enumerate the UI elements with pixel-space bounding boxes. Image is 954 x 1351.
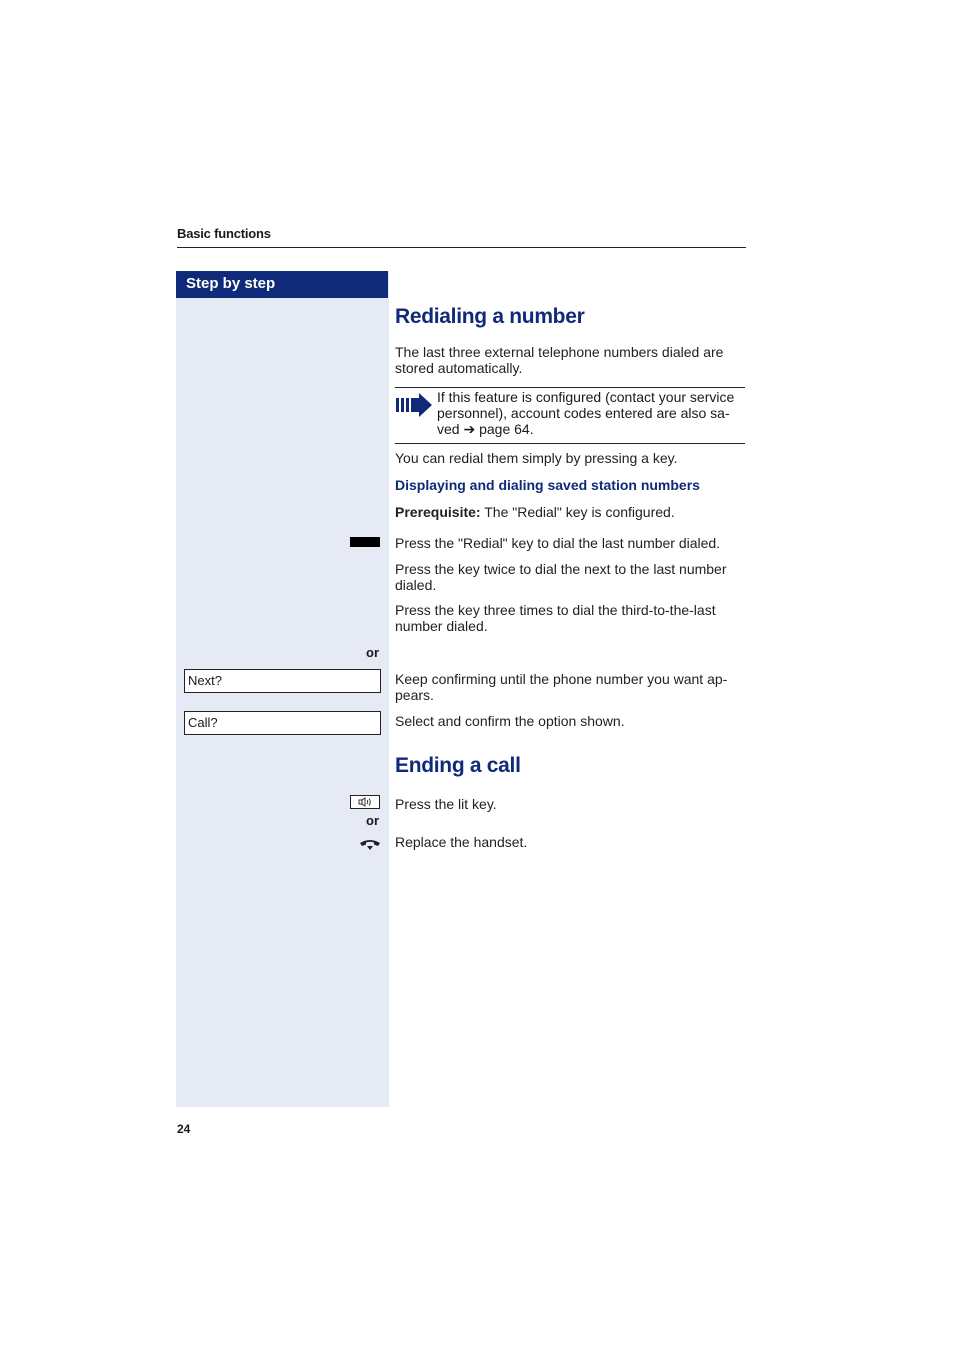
step-press-three: Press the key three times to dial the third-to-the-last number dialed. (395, 602, 716, 634)
speaker-key-icon (350, 795, 380, 809)
prerequisite (395, 504, 745, 520)
step-replace-handset: Replace the handset. (395, 834, 528, 850)
arrow-note-icon (395, 393, 433, 417)
display-next: Next? (184, 669, 381, 693)
note-rule-top (395, 387, 745, 388)
note-line-3a: ved (437, 421, 464, 437)
heading-redialing: Redialing a number (395, 305, 585, 328)
page-ref-arrow-icon: ➔ (463, 421, 476, 437)
step-press-redial: Press the "Redial" key to dial the last number dialed. (395, 535, 721, 551)
or-label-2: or (366, 813, 379, 828)
section-label: Basic functions (177, 226, 271, 241)
redial-key-icon (350, 537, 380, 547)
redial-info: You can redial them simply by pressing a key. (395, 450, 678, 466)
display-call: Call? (184, 711, 381, 735)
heading-ending-call: Ending a call (395, 754, 521, 777)
intro-text: The last three external telephone numbers dialed are stored automatically. (395, 344, 724, 376)
step-press-twice: Press the key twice to dial the next to the last number dialed. (395, 561, 727, 593)
note-text (437, 389, 747, 437)
prereq-label: Prerequisite: (395, 504, 481, 520)
page-ref[interactable]: page 64. (475, 421, 534, 437)
page-number: 24 (177, 1122, 191, 1136)
handset-icon (358, 838, 382, 852)
step-press-lit-key: Press the lit key. (395, 796, 497, 812)
note-line-3 (437, 421, 747, 437)
step-select-confirm: Select and confirm the option shown. (395, 713, 625, 729)
prereq-text: The "Redial" key is configured. (480, 504, 675, 520)
note-rule-bottom (395, 443, 745, 444)
note-line-1: If this feature is configured (contact your service (437, 389, 735, 405)
subheading-saved-numbers: Displaying and dialing saved station numbers (395, 477, 700, 493)
or-label-1: or (366, 645, 379, 660)
header-rule (177, 247, 746, 248)
step-keep-confirming: Keep confirming until the phone number you want ap-pears. (395, 671, 728, 703)
note-line-2: personnel), account codes entered are also sa- (437, 405, 730, 421)
sidebar-title: Step by step (176, 271, 388, 298)
